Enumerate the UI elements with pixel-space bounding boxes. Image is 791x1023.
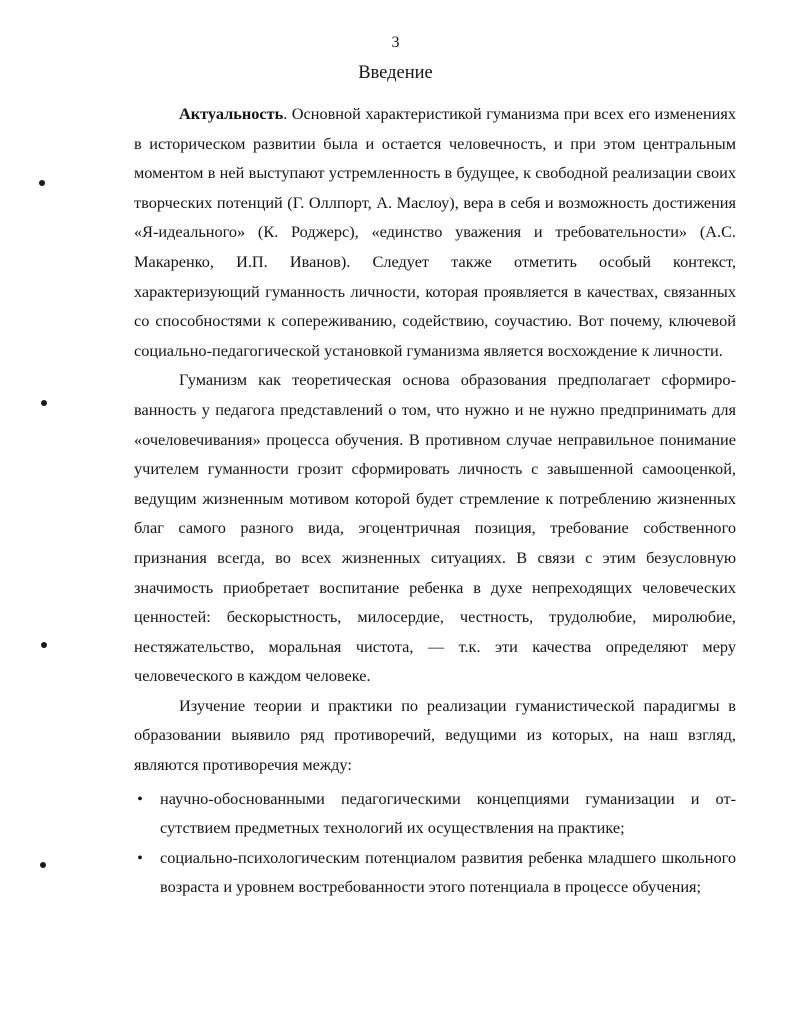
paragraph-text: Гуманизм как теоретическая основа образования предполагает сформированность у педагога представлений о том, что нужно и не нужно предпринимать для «очеловечивания» процесса обучения. В противном случае неправильное понимание учителем гуманности грозит сформировать личность с завышенной самооценкой, ведущим жизненным мотивом которой будет стремление к потреблению жизненных благ самого разного вида, эгоцентричная позиция, требование собственного признания всегда, во всех жизненных ситуациях. В связи с этим безусловную значимость приобретает воспитание ребенка в духе непреходящих человеческих ценностей: бескорыстность, милосердие, честность, трудолюбие, миролюбие, нестяжательство, моральная чистота, — т.к. эти качества определяют меру человеческого в каждом человеке. [134,370,736,686]
list-item-text: научно-обоснованными педагогическими концепциями гуманизации и отсутствием предметных технологий их осуществления на практике; [160,788,736,838]
contradictions-list [134,784,736,902]
paragraph-lead: Актуальность [179,104,284,123]
binding-hole-mark [41,400,47,406]
binding-hole-mark [40,862,46,868]
bullet-icon: • [137,788,143,808]
section-heading: Введение [358,63,433,83]
binding-hole-mark [41,642,47,648]
paragraph-relevance [134,99,736,365]
bullet-icon: • [137,847,143,867]
paragraph-text: Изучение теории и практики по реализации гуманистической парадигмы в образовании выявило ряд противоречий, ведущими из которых, на наш взгляд, являются противоречия между: [134,695,736,775]
binding-hole-mark [39,180,45,186]
paragraph-text: . Основной характеристикой гуманизма при всех его изменениях в историческом развитии была и остается человечность, и при этом центральным моментом в ней выступают устремленность в будущее, к свободной реализации своих творческих потенций (Г. Оллпорт, А. Маслоу), вера в себя и возможность достижения «Я-идеального» (К. Роджерс), «единство уважения и требовательности» (А.С. Макаренко, И.П. Иванов). Следует также отметить особый контекст, характеризующий гуманность личности, которая проявляется в качествах, связанных со способностями к сопереживанию, содействию, соучастию. Вот почему, ключевой социально-педагогической установкой гуманизма является восхождение к личности. [134,104,736,360]
paragraph-contradictions-intro [134,691,736,780]
list-item-text: социально-психологическим потенциалом развития ребенка младшего школьного возраста и уровнем востребованности этого потенциала в процессе обучения; [160,847,736,897]
list-item [134,843,736,902]
page-number: 3 [391,34,400,51]
list-item [134,784,736,843]
paragraph-humanism-basis [134,365,736,691]
body-text [134,99,736,902]
